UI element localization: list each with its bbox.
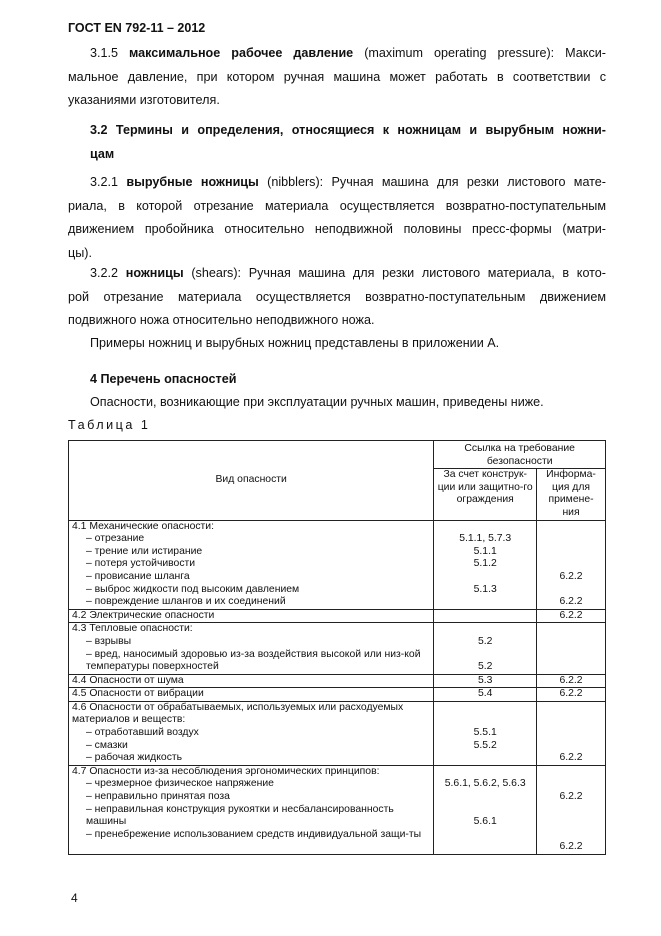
header-hazard: Вид опасности	[69, 441, 434, 521]
table-row	[69, 701, 606, 765]
hazards-table	[68, 440, 606, 855]
header-info-for-use: Информа-ция для примене-ния	[537, 469, 606, 520]
list-item: – провисание шланга	[86, 570, 190, 582]
group-title: 4.4 Опасности от шума	[69, 674, 434, 688]
table-row	[69, 520, 606, 609]
table-row	[69, 674, 606, 688]
examples-paragraph: Примеры ножниц и вырубных ножниц представлены в приложении А.	[90, 336, 500, 350]
list-item: – повреждение шлангов и их соединений	[86, 596, 286, 608]
list-item: – пренебрежение использованием средств индивидуальной защи-ты	[86, 828, 422, 840]
list-item: – выброс жидкости под высоким давлением	[86, 583, 300, 595]
ref-value: 5.4	[434, 688, 537, 702]
info-value: 6.2.2	[559, 841, 583, 853]
document-header: ГОСТ EN 792-11 – 2012	[68, 21, 206, 35]
ref-value: 5.5.2	[473, 739, 497, 751]
ref-value: 5.2	[477, 661, 493, 673]
table-caption: Таблица 1	[68, 418, 151, 432]
group-title: 4.6 Опасности от обрабатываемых, используемых или расходуемых материалов и веществ:	[72, 701, 404, 726]
ref-value: 5.6.1	[473, 816, 497, 828]
paragraph-3-1-5: 3.1.5 максимальное рабочее давление (maximum operating pressure): Макси- мальное давление, при котором ручная машина может работать в соответствии с указаниями изготовителя.	[68, 46, 606, 107]
list-item: – отрезание	[86, 533, 145, 545]
section-3-2-heading: 3.2 Термины и определения, относящиеся к ножницам и вырубным ножни- цам	[90, 123, 606, 161]
list-item: – неправильная конструкция рукоятки и несбалансированность машины	[86, 803, 394, 828]
ref-value: 5.1.2	[473, 558, 497, 570]
header-by-design: За счет конструк-ции или защитно-го ограждения	[434, 469, 537, 520]
info-value: 6.2.2	[559, 596, 583, 608]
paragraph-3-2-2: 3.2.2 ножницы (shears): Ручная машина для резки листового материала, в кото- рой отрезание материала осуществляется возвратно-поступательным движением подвижного ножа относительно неподвижного ножа.	[68, 266, 606, 327]
group-title: 4.1 Механические опасности:	[72, 520, 214, 532]
group-title: 4.2 Электрические опасности	[69, 609, 434, 623]
section-4-intro: Опасности, возникающие при эксплуатации ручных машин, приведены ниже.	[90, 395, 544, 409]
ref-value: 5.1.1, 5.7.3	[459, 533, 512, 545]
info-value: 6.2.2	[537, 688, 606, 702]
group-title: 4.5 Опасности от вибрации	[69, 688, 434, 702]
info-value: 6.2.2	[559, 570, 583, 582]
ref-value: 5.5.1	[473, 727, 497, 739]
section-4-heading: 4 Перечень опасностей	[90, 372, 237, 386]
ref-value: 5.1.3	[473, 583, 497, 595]
info-value: 6.2.2	[559, 752, 583, 764]
ref-value: 5.3	[434, 674, 537, 688]
table-row	[69, 623, 606, 674]
ref-value: 5.6.1, 5.6.2, 5.6.3	[444, 778, 526, 790]
group-title: 4.7 Опасности из-за несоблюдения эргономических принципов:	[72, 765, 380, 777]
list-item: – взрывы	[86, 635, 132, 647]
list-item: – потеря устойчивости	[86, 558, 196, 570]
ref-value: 5.2	[477, 635, 493, 647]
list-item: – отработавший воздух	[86, 727, 199, 739]
page-number: 4	[71, 891, 78, 905]
info-value: 6.2.2	[537, 609, 606, 623]
list-item: – трение или истирание	[86, 545, 203, 557]
list-item: – смазки	[86, 739, 128, 751]
list-item: – неправильно принятая поза	[86, 791, 230, 803]
list-item: – вред, наносимый здоровью из-за воздействия высокой или низ-кой температуры поверхностей	[86, 648, 421, 673]
header-safety-reference: Ссылка на требование безопасности	[434, 441, 606, 469]
list-item: – чрезмерное физическое напряжение	[86, 778, 274, 790]
info-value: 6.2.2	[537, 674, 606, 688]
ref-value: 5.1.1	[473, 545, 497, 557]
info-value: 6.2.2	[559, 791, 583, 803]
table-row	[69, 688, 606, 702]
table-row	[69, 765, 606, 854]
paragraph-3-2-1: 3.2.1 вырубные ножницы (nibblers): Ручная машина для резки листового мате- риала, в которой отрезание материала осуществляется возвратно-поступательным движением пробойника относительно неподвижной половины пресс-формы (матри- цы).	[68, 175, 607, 260]
list-item: – рабочая жидкость	[86, 752, 183, 764]
table-row	[69, 609, 606, 623]
group-title: 4.3 Тепловые опасности:	[72, 623, 193, 635]
